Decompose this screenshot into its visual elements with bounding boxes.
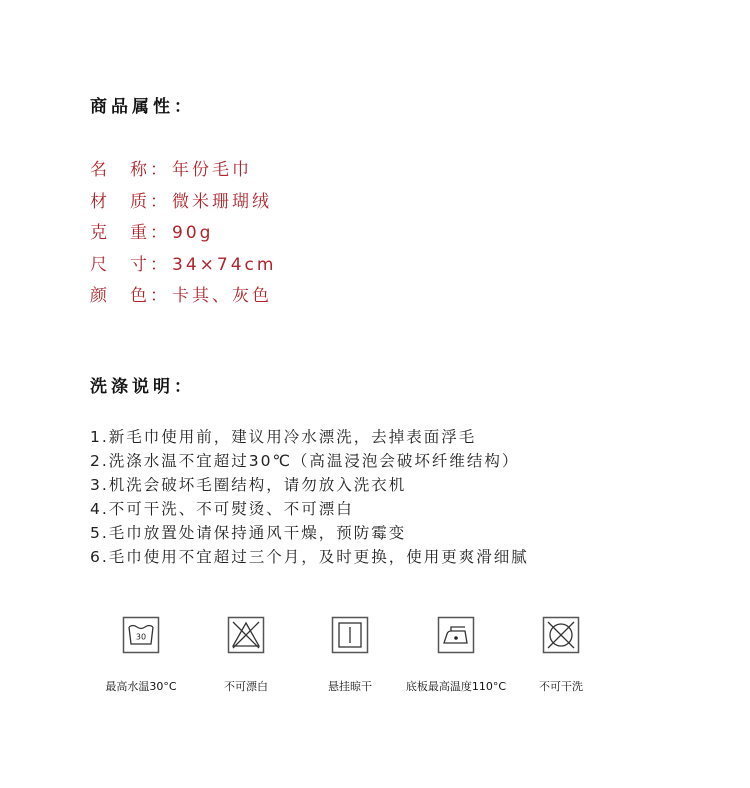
care-symbols-row: [0, 616, 750, 706]
attr-value: 卡其、灰色: [172, 286, 272, 306]
care-symbol-no-bleach: [186, 616, 306, 694]
care-symbol-iron: [396, 616, 516, 694]
care-symbol-wash: [81, 616, 201, 694]
attr-value: 90g: [172, 223, 214, 243]
attr-value: 微米珊瑚绒: [172, 191, 272, 212]
iron-110-icon: [437, 616, 475, 654]
wash-item: 4.不可干洗、不可熨烫、不可漂白: [90, 500, 354, 518]
wash-item: 1.新毛巾使用前，建议用冷水漂洗，去掉表面浮毛: [90, 428, 477, 446]
attr-label: 名 称：: [90, 160, 170, 180]
product-attributes-title: 商品属性：: [90, 97, 195, 117]
attr-label: 材 质：: [90, 191, 170, 212]
wash-temp-text: 30: [135, 632, 147, 642]
care-label: 悬挂晾干: [328, 680, 372, 693]
care-label: 最高水温30°C: [105, 680, 177, 693]
attr-row-size: [90, 251, 276, 283]
wash-item: 2.洗涤水温不宜超过30℃（高温浸泡会破坏纤维结构）: [90, 452, 520, 470]
attr-row-color: [90, 282, 276, 314]
care-symbol-hang-dry: [290, 616, 410, 694]
wash-item: 3.机洗会破坏毛圈结构，请勿放入洗衣机: [90, 476, 407, 494]
attr-label: 克 重：: [90, 223, 170, 243]
no-dry-clean-icon: [542, 616, 580, 654]
attr-label: 颜 色：: [90, 286, 170, 306]
care-symbol-no-dry-clean: [501, 616, 621, 694]
attr-row-name: [90, 156, 276, 188]
hang-dry-icon: [331, 616, 369, 654]
wash-instructions-title: 洗涤说明：: [90, 377, 195, 397]
no-bleach-icon: [227, 616, 265, 654]
attr-row-material: [90, 188, 276, 220]
care-label: 底板最高温度110°C: [405, 680, 507, 693]
care-label: 不可干洗: [539, 680, 583, 693]
wash-item: 5.毛巾放置处请保持通风干燥，预防霉变: [90, 524, 407, 542]
attr-row-weight: [90, 219, 276, 251]
wash-instructions-list: [90, 426, 529, 570]
wash-30-icon: [122, 616, 160, 654]
product-attributes-list: [90, 156, 276, 314]
attr-label: 尺 寸：: [90, 254, 170, 275]
care-label: 不可漂白: [224, 680, 268, 693]
attr-value: 年份毛巾: [172, 160, 252, 180]
wash-item: 6.毛巾使用不宜超过三个月，及时更换，使用更爽滑细腻: [90, 548, 529, 566]
attr-value: 34×74cm: [172, 254, 277, 275]
